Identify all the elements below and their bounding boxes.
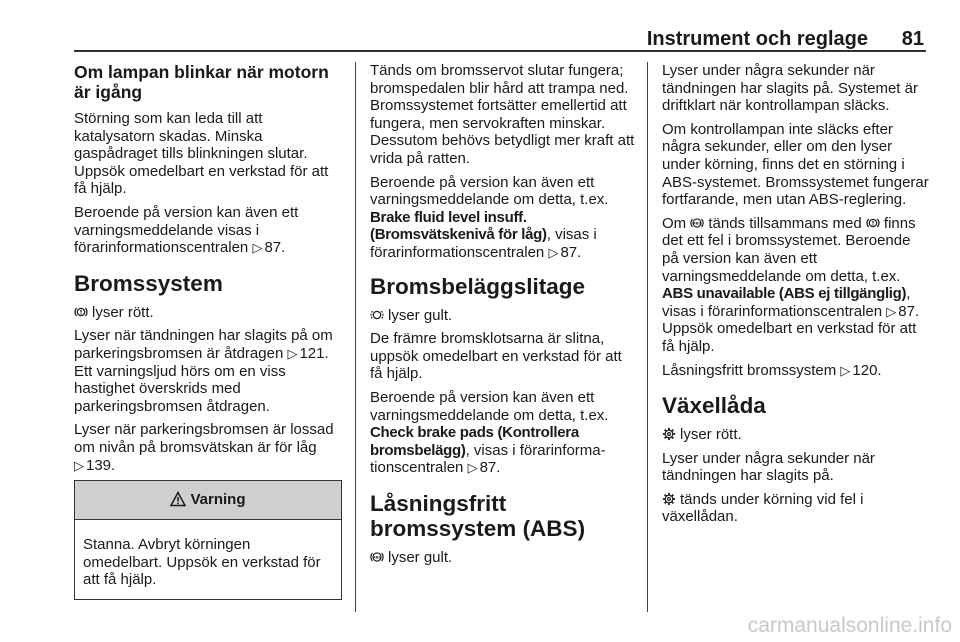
- text: , visas i förarinformationscentralen: [370, 441, 606, 477]
- text: lyser gult.: [388, 548, 453, 566]
- warning-box: [74, 480, 342, 600]
- paragraph: Om kontrollampan inte släcks efter några sekunder, eller om den lyser under körning, finns det en störning i ABS-systemet. Bromssystemet fungerar fortfarande, men utan ABS-reglering.: [662, 120, 929, 209]
- text: , visas i förarinformationscentralen: [370, 226, 597, 261]
- paragraph: [370, 174, 636, 262]
- svg-text:ABS: ABS: [373, 555, 381, 560]
- column-3: [662, 62, 930, 532]
- paragraph: Lyser under några sekunder när tändningen har slagits på.: [662, 449, 875, 485]
- brake-warning-icon: [74, 305, 88, 319]
- text: finns det ett fel i bromssystemet. Beroende på version kan även ett varningsmeddelande om detta, t.ex.: [662, 214, 916, 285]
- watermark: carmanualsonline.info: [747, 614, 952, 637]
- xref-arrow-icon: ▷: [74, 457, 84, 473]
- brake-pad-wear-icon: [370, 308, 384, 322]
- text: lyser gult.: [388, 306, 453, 324]
- paragraph: [370, 549, 636, 567]
- message-text: Brake fluid level insuff. (Bromsvätskenivå för låg): [370, 208, 547, 244]
- text: lyser rött.: [680, 426, 742, 444]
- abs-icon: [370, 550, 384, 564]
- brake-warning-icon: [866, 216, 880, 230]
- heading-brake-pad-wear: Bromsbeläggslitage: [370, 273, 586, 299]
- paragraph: [370, 307, 636, 325]
- text: lyser rött.: [92, 303, 154, 321]
- heading-transmission: Växellåda: [662, 393, 766, 419]
- paragraph: [74, 304, 342, 322]
- paragraph: Tänds om bromsservot slutar fungera; bromspedalen blir hård att trampa ned. Bromssystemet fortsätter emellertid att fungera, men servokraften minskar. Dessutom behövs betydligt mer kraft att vrida på ratten.: [370, 62, 635, 167]
- page-number: 81: [901, 28, 924, 50]
- svg-text:ABS: ABS: [693, 221, 702, 226]
- xref-page: 87.: [264, 239, 286, 257]
- transmission-gear-icon: [662, 427, 676, 441]
- xref-arrow-icon: ▷: [252, 240, 263, 256]
- heading-brake-system: Bromssystem: [74, 270, 223, 296]
- xref-arrow-icon: ▷: [287, 345, 298, 361]
- text: Beroende på version kan även ett varningsmeddelande om detta, t.ex.: [370, 173, 609, 209]
- text: Beroende på version kan även ett varningsmeddelande visas i förarinformationscentralen: [74, 203, 299, 257]
- paragraph: [662, 215, 930, 356]
- text: tänds tillsammans med: [708, 214, 862, 232]
- transmission-gear-icon: [662, 492, 676, 506]
- header-title: Instrument och reglage: [646, 28, 868, 50]
- text: Lyser när parkeringsbromsen är lossad om nivån på bromsvätskan är för låg: [74, 421, 334, 456]
- warning-triangle-icon: [170, 491, 186, 507]
- xref-page: 87.: [560, 243, 582, 261]
- text: Låsningsfritt bromssystem: [662, 361, 837, 379]
- text: Lyser när tändningen har slagits på om parkeringsbromsen är åtdragen: [74, 327, 333, 362]
- xref-arrow-icon: ▷: [548, 244, 559, 260]
- xref-page: 139.: [86, 456, 116, 474]
- warning-body: Stanna. Avbryt körningen omedelbart. Uppsök en verkstad för att få hjälp.: [83, 536, 321, 589]
- text: 121. Ett varningsljud hörs om en viss hastighet överskrids med parkeringsbromsen åtdragen.: [74, 344, 329, 415]
- xref-page: 87.: [479, 459, 501, 477]
- heading-lamp-blinks: Om lampan blinkar när motorn är igång: [74, 62, 329, 102]
- paragraph: [74, 421, 342, 474]
- paragraph: [74, 204, 342, 257]
- message-text: Check brake pads (Kontrollera bromsbelägg): [370, 424, 579, 459]
- paragraph: [370, 389, 636, 477]
- text: tänds under körning vid fel i växellådan.: [662, 490, 864, 526]
- text: , visas i förarinformationscentralen: [662, 285, 911, 320]
- xref-arrow-icon: ▷: [840, 362, 851, 378]
- warning-title: Varning: [190, 491, 246, 509]
- column-divider: [355, 62, 356, 612]
- paragraph: Störning som kan leda till att katalysatorn skadas. Minska gaspådraget tills blinkningen slutar. Uppsök omedelbart en verkstad för att få hjälp.: [74, 110, 329, 198]
- column-2: [370, 62, 636, 572]
- paragraph: De främre bromsklotsarna är slitna, uppsök omedelbart en verkstad för att få hjälp.: [370, 330, 622, 383]
- paragraph: [662, 491, 930, 526]
- paragraph: Lyser under några sekunder när tändningen har slagits på. Systemet är driftklart när kontrollampan släcks.: [662, 62, 918, 115]
- paragraph: [662, 426, 930, 444]
- text: Om: [662, 214, 687, 232]
- header-rule: [74, 50, 926, 52]
- text: Beroende på version kan även ett varningsmeddelande om detta, t.ex.: [370, 388, 609, 424]
- xref-page: 120.: [852, 361, 882, 379]
- column-divider: [647, 62, 648, 612]
- page-header: [74, 28, 926, 50]
- xref-arrow-icon: ▷: [886, 303, 897, 319]
- warning-header: [75, 481, 341, 520]
- message-text: ABS unavailable (ABS ej tillgänglig): [662, 285, 907, 303]
- column-1: [74, 62, 342, 600]
- text: 87. Uppsök omedelbart en verkstad för att få hjälp.: [662, 302, 920, 355]
- paragraph: [74, 327, 342, 415]
- paragraph: [662, 362, 930, 380]
- heading-abs: Låsningsfritt bromssystem (ABS): [370, 490, 586, 541]
- abs-icon: [690, 216, 704, 230]
- xref-arrow-icon: ▷: [467, 460, 478, 476]
